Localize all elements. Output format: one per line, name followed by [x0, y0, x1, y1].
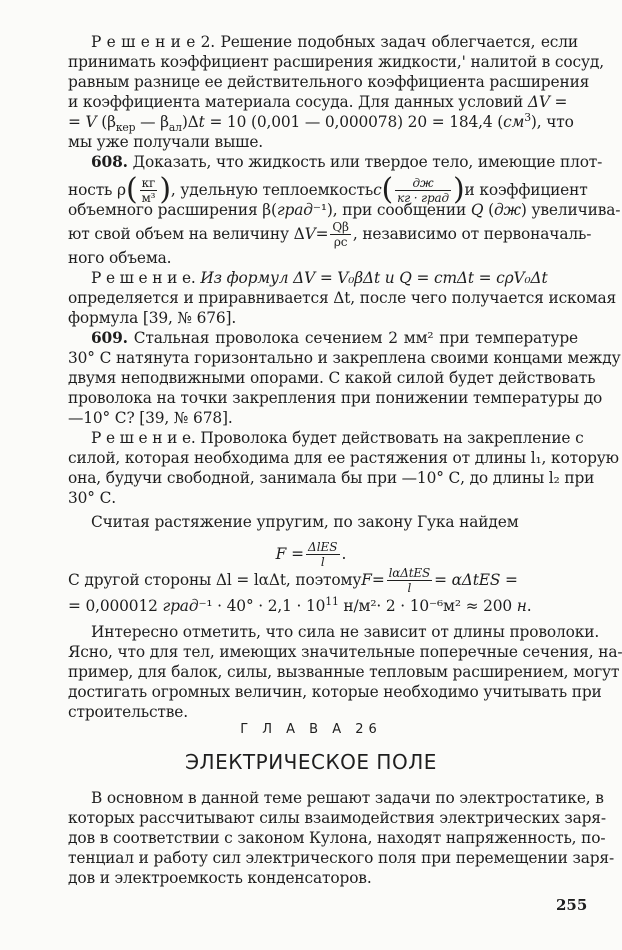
- text-line: мы уже получали выше.: [68, 133, 264, 151]
- text-line: —10° С? [39, № 678].: [68, 409, 233, 427]
- problem-609-line: 609. Стальная проволока сечением 2 мм² при температуре: [91, 329, 578, 347]
- fraction: $\frac{\text{lαΔtES}}{l}$: [388, 565, 431, 595]
- chapter-label: Г Л А В А 26: [240, 722, 382, 737]
- text-line: ность ρ ( $\frac{кг}{\text{м³}}$ ) , удельную теплоемкость c ( $\frac{дж}{\text{кг · град}}$ ) и коэффициент: [68, 172, 588, 207]
- fraction: $\frac{Q\beta}{\rho c}$: [332, 219, 349, 249]
- page-number: 255: [556, 896, 588, 914]
- text-line: достигать огромных величин, которые необходимо учитывать при: [68, 683, 602, 701]
- text-line: Р е ш е н и е. Проволока будет действовать на закрепление с: [91, 429, 584, 447]
- text-line: дов и электроемкость конденсаторов.: [68, 869, 372, 887]
- text-line: равным разнице ее действительного коэффициента расширения: [68, 73, 590, 91]
- text-line: проволока на точки закрепления при понижении температуры до: [68, 389, 603, 407]
- text-line: ют свой объем на величину Δ V = $\frac{Q\beta}{\rho c}$ , независимо от первоначаль-: [68, 219, 592, 249]
- text-line: 30° С.: [68, 489, 116, 507]
- text-line: тенциал и работу сил электрического поля при перемещении заря-: [68, 849, 615, 867]
- text-line: силой, которая необходима для ее растяжения от длины l₁, которую: [68, 449, 619, 467]
- text-line: = 0,000012 град⁻¹ · $40^\circ \cdot 2,1 \cdot 10^{11}$ н/м²· 2 · 10⁻⁶м² ≈ 200 н.: [68, 594, 532, 615]
- text-line: и коэффициента материала сосуда. Для данных условий ΔV =: [68, 93, 568, 111]
- text-line: Считая растяжение упругим, по закону Гука найдем: [91, 513, 519, 531]
- text-line: формула [39, № 676].: [68, 309, 237, 327]
- problem-number: 608.: [91, 153, 128, 171]
- text-line: Р е ш е н и е. Из формул ΔV = V₀βΔt и Q = cmΔt = cρV₀Δt: [91, 269, 548, 287]
- fraction: $\frac{кг}{\text{м³}}$: [141, 175, 156, 205]
- chapter-title: ЭЛЕКТРИЧЕСКОЕ ПОЛЕ: [185, 750, 437, 774]
- problem-608-line: 608. Доказать, что жидкость или твердое тело, имеющие плот-: [91, 153, 603, 171]
- fraction: $\frac{\text{ΔlES}}{l}$: [308, 539, 338, 569]
- text-line: Интересно отметить, что сила не зависит от длины проволоки.: [91, 623, 600, 641]
- text-line: В основном в данной теме решают задачи по электростатике, в: [91, 789, 604, 807]
- text-line: которых рассчитывают силы взаимодействия электрических заря-: [68, 809, 606, 827]
- text-line: принимать коэффициент расширения жидкости,' налитой в сосуд,: [68, 53, 604, 71]
- text-line: дов в соответствии с законом Кулона, находят напряженность, по-: [68, 829, 606, 847]
- text-line: С другой стороны Δl = lαΔt, поэтому F = $\frac{\text{lαΔtES}}{l}$ = αΔtES =: [68, 565, 518, 595]
- fraction: $\frac{дж}{\text{кг · град}}$: [397, 175, 449, 205]
- problem-number: 609.: [91, 329, 128, 347]
- text-line: строительстве.: [68, 703, 188, 721]
- text-line: Ясно, что для тел, имеющих значительные поперечные сечения, на-: [68, 643, 622, 661]
- text-line: Р е ш е н и е 2. Решение подобных задач облегчается, если: [91, 33, 578, 51]
- formula-hooke: F = $\frac{\text{ΔlES}}{l}$ .: [275, 539, 347, 569]
- text-line: двумя неподвижными опорами. С какой силой будет действовать: [68, 369, 596, 387]
- text-line: 30° С натянута горизонтально и закреплена своими концами между: [68, 349, 621, 367]
- text-line: объемного расширения β(град⁻¹), при сообщении Q (дж) увеличива-: [68, 201, 621, 219]
- text-line: определяется и приравнивается Δt, после чего получается искомая: [68, 289, 617, 307]
- text-line: пример, для балок, силы, вызванные тепловым расширением, могут: [68, 663, 620, 681]
- text-line: ного объема.: [68, 249, 172, 267]
- text-line: она, будучи свободной, занимала бы при —10° С, до длины l₂ при: [68, 469, 595, 487]
- text-line: = V ($\beta_{кер}$ — $\beta_{ал})\Delta t = 10$ (0,001 — 0,000078) 20 = 184,4 $(см^3)$, что: [68, 110, 574, 135]
